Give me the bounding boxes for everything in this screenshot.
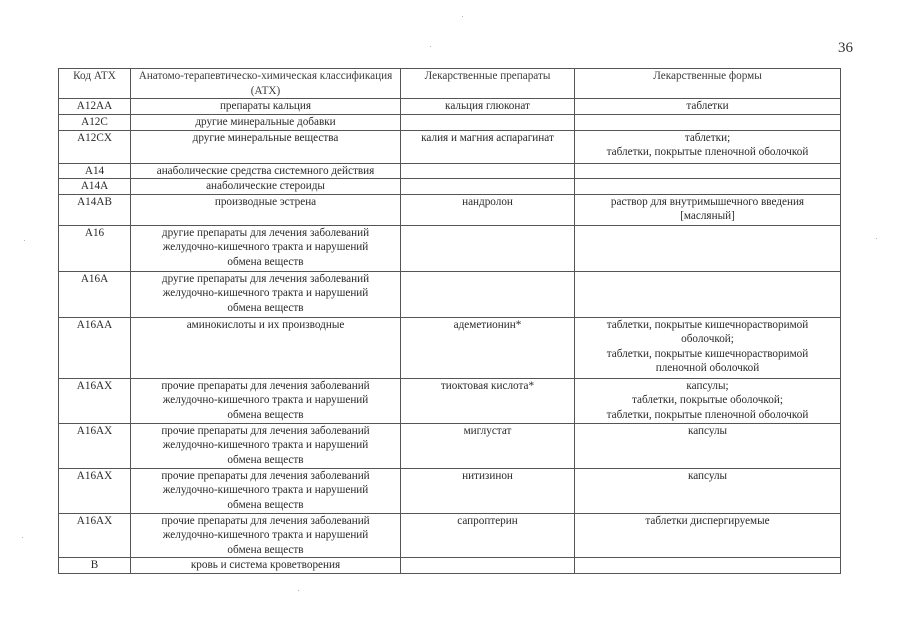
cell-forms bbox=[575, 271, 841, 317]
cell-classification: другие препараты для лечения заболеваний желудочно-кишечного тракта и нарушений обмена веществ bbox=[131, 225, 401, 271]
cell-drugs: адеметионин* bbox=[401, 317, 575, 378]
scan-speck bbox=[462, 16, 463, 17]
header-drugs: Лекарственные препараты bbox=[401, 69, 575, 99]
cell-drugs: нитизинон bbox=[401, 468, 575, 513]
cell-drugs bbox=[401, 225, 575, 271]
header-forms: Лекарственные формы bbox=[575, 69, 841, 99]
cell-code: A16AX bbox=[59, 378, 131, 423]
table-row bbox=[59, 99, 841, 115]
cell-drugs: тиоктовая кислота* bbox=[401, 378, 575, 423]
scan-speck bbox=[430, 46, 431, 47]
cell-forms bbox=[575, 115, 841, 131]
cell-classification: производные эстрена bbox=[131, 194, 401, 225]
cell-code: A14 bbox=[59, 163, 131, 179]
table-row bbox=[59, 163, 841, 179]
cell-code: A14A bbox=[59, 179, 131, 195]
cell-forms: капсулы; таблетки, покрытые оболочкой; таблетки, покрытые пленочной оболочкой bbox=[575, 378, 841, 423]
cell-classification: анаболические средства системного действия bbox=[131, 163, 401, 179]
cell-forms: капсулы bbox=[575, 468, 841, 513]
header-classification: Анатомо-терапевтическо-химическая классификация (АТХ) bbox=[131, 69, 401, 99]
cell-code: B bbox=[59, 558, 131, 574]
cell-forms: капсулы bbox=[575, 423, 841, 468]
table-row bbox=[59, 194, 841, 225]
table-row bbox=[59, 378, 841, 423]
table-row bbox=[59, 468, 841, 513]
cell-drugs bbox=[401, 163, 575, 179]
cell-forms bbox=[575, 558, 841, 574]
cell-forms: таблетки; таблетки, покрытые пленочной оболочкой bbox=[575, 130, 841, 163]
cell-forms: таблетки диспергируемые bbox=[575, 513, 841, 558]
cell-classification: препараты кальция bbox=[131, 99, 401, 115]
cell-drugs bbox=[401, 271, 575, 317]
cell-forms bbox=[575, 179, 841, 195]
cell-forms bbox=[575, 163, 841, 179]
cell-classification: прочие препараты для лечения заболеваний желудочно-кишечного тракта и нарушений обмена веществ bbox=[131, 378, 401, 423]
cell-code: A16AX bbox=[59, 423, 131, 468]
cell-code: A12C bbox=[59, 115, 131, 131]
cell-drugs: миглустат bbox=[401, 423, 575, 468]
cell-forms: таблетки bbox=[575, 99, 841, 115]
cell-code: A16A bbox=[59, 271, 131, 317]
cell-code: A14AB bbox=[59, 194, 131, 225]
cell-code: A12AA bbox=[59, 99, 131, 115]
cell-drugs: калия и магния аспарагинат bbox=[401, 130, 575, 163]
table-row bbox=[59, 423, 841, 468]
cell-classification: прочие препараты для лечения заболеваний желудочно-кишечного тракта и нарушений обмена веществ bbox=[131, 423, 401, 468]
cell-drugs: сапроптерин bbox=[401, 513, 575, 558]
cell-drugs: нандролон bbox=[401, 194, 575, 225]
atx-table bbox=[58, 68, 841, 574]
table-row bbox=[59, 179, 841, 195]
cell-classification: кровь и система кроветворения bbox=[131, 558, 401, 574]
cell-classification: другие минеральные добавки bbox=[131, 115, 401, 131]
scan-speck bbox=[876, 238, 877, 239]
scan-speck bbox=[298, 590, 299, 591]
header-code: Код АТХ bbox=[59, 69, 131, 99]
cell-forms: раствор для внутримышечного введения [масляный] bbox=[575, 194, 841, 225]
cell-code: A16 bbox=[59, 225, 131, 271]
scan-speck bbox=[24, 240, 25, 241]
cell-code: A16AX bbox=[59, 513, 131, 558]
cell-forms: таблетки, покрытые кишечнорастворимой оболочкой; таблетки, покрытые кишечнорастворимой пленочной оболочкой bbox=[575, 317, 841, 378]
table-row bbox=[59, 513, 841, 558]
table-row bbox=[59, 271, 841, 317]
scan-speck bbox=[22, 537, 23, 538]
cell-classification: прочие препараты для лечения заболеваний желудочно-кишечного тракта и нарушений обмена веществ bbox=[131, 468, 401, 513]
cell-code: A16AX bbox=[59, 468, 131, 513]
cell-drugs: кальция глюконат bbox=[401, 99, 575, 115]
cell-code: A12CX bbox=[59, 130, 131, 163]
cell-classification: другие препараты для лечения заболеваний желудочно-кишечного тракта и нарушений обмена веществ bbox=[131, 271, 401, 317]
table-row bbox=[59, 225, 841, 271]
cell-drugs bbox=[401, 115, 575, 131]
cell-classification: прочие препараты для лечения заболеваний желудочно-кишечного тракта и нарушений обмена веществ bbox=[131, 513, 401, 558]
page-number: 36 bbox=[838, 40, 853, 56]
table-row bbox=[59, 130, 841, 163]
cell-forms bbox=[575, 225, 841, 271]
table-row bbox=[59, 115, 841, 131]
cell-drugs bbox=[401, 179, 575, 195]
table-row bbox=[59, 317, 841, 378]
table-header-row bbox=[59, 69, 841, 99]
cell-classification: аминокислоты и их производные bbox=[131, 317, 401, 378]
cell-code: A16AA bbox=[59, 317, 131, 378]
cell-classification: анаболические стероиды bbox=[131, 179, 401, 195]
cell-drugs bbox=[401, 558, 575, 574]
cell-classification: другие минеральные вещества bbox=[131, 130, 401, 163]
table-row bbox=[59, 558, 841, 574]
